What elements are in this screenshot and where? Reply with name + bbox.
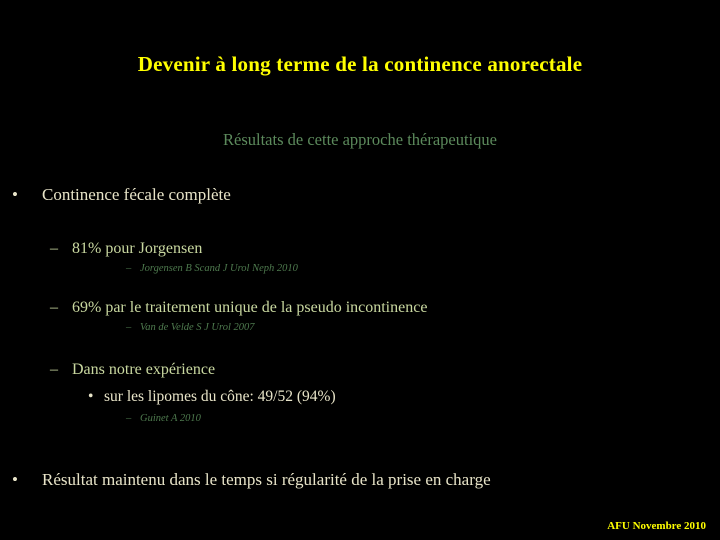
reference-item-3 <box>126 413 201 424</box>
reference-marker: – <box>126 322 132 333</box>
reference-text: Jorgensen B Scand J Urol Neph 2010 <box>140 263 298 274</box>
slide-title: Devenir à long terme de la continence anorectale <box>137 52 583 76</box>
reference-text: Van de Velde S J Urol 2007 <box>140 322 255 333</box>
bullet-item-1 <box>12 185 231 205</box>
reference-marker: – <box>126 263 132 274</box>
bullet-marker: – <box>50 361 58 378</box>
bullet-text: 69% par le traitement unique de la pseudo incontinence <box>72 299 428 316</box>
bullet-item-6 <box>12 470 491 490</box>
bullet-marker: • <box>88 388 94 405</box>
reference-item-2 <box>126 322 255 333</box>
reference-text: Guinet A 2010 <box>140 413 201 424</box>
bullet-item-2 <box>50 240 202 258</box>
bullet-marker: • <box>12 185 18 204</box>
bullet-marker: – <box>50 299 58 316</box>
bullet-text: Dans notre expérience <box>72 361 216 378</box>
bullet-marker: • <box>12 470 18 489</box>
bullet-item-4 <box>50 361 215 379</box>
reference-marker: – <box>126 413 132 424</box>
bullet-text: Résultat maintenu dans le temps si régularité de la prise en charge <box>42 470 491 489</box>
bullet-text: sur les lipomes du cône: 49/52 (94%) <box>104 388 336 405</box>
slide-subtitle: Résultats de cette approche thérapeutique <box>223 130 497 149</box>
bullet-item-3 <box>50 299 427 317</box>
slide-footer: AFU Novembre 2010 <box>607 520 706 532</box>
bullet-item-5 <box>88 388 336 406</box>
bullet-text: 81% pour Jorgensen <box>72 240 203 257</box>
bullet-text: Continence fécale complète <box>42 185 231 204</box>
bullet-marker: – <box>50 240 58 257</box>
reference-item-1 <box>126 263 298 274</box>
